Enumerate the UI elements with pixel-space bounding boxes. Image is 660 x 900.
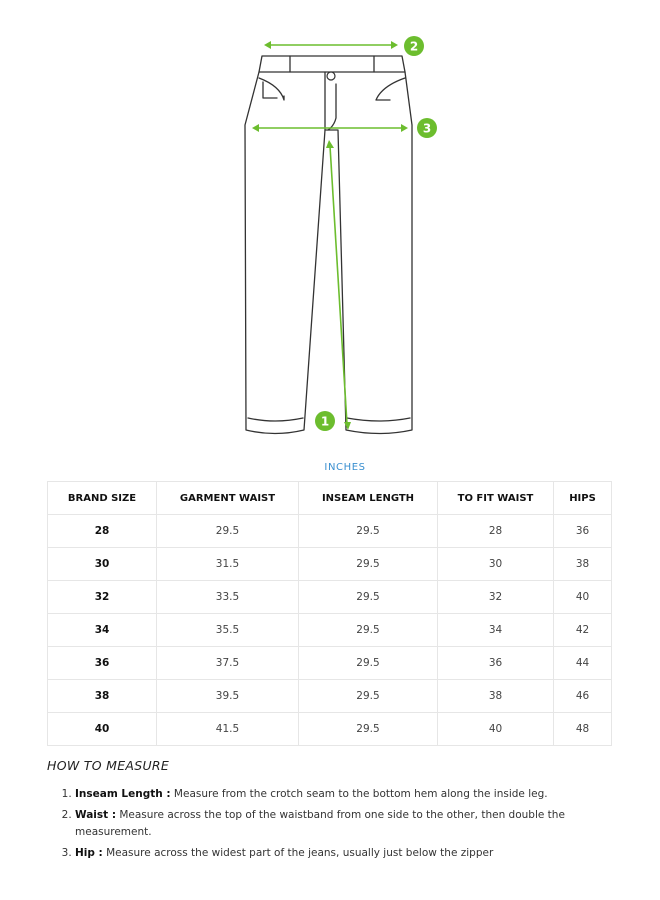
button-icon — [327, 72, 335, 80]
cell-hips: 46 — [554, 680, 612, 713]
cell-garment-waist: 33.5 — [157, 581, 299, 614]
cell-garment-waist: 39.5 — [157, 680, 299, 713]
cell-inseam-length: 29.5 — [299, 713, 438, 746]
table-row — [48, 647, 612, 680]
term-inseam: Inseam Length : — [75, 788, 171, 800]
cell-garment-waist: 31.5 — [157, 548, 299, 581]
desc-waist: Measure across the top of the waistband from one side to the other, then double the measurement. — [75, 809, 565, 838]
cell-to-fit-waist: 38 — [438, 680, 554, 713]
term-waist: Waist : — [75, 809, 117, 821]
svg-text:2: 2 — [409, 39, 419, 54]
list-item-waist — [75, 807, 635, 841]
svg-text:1: 1 — [320, 414, 330, 429]
waistband — [259, 56, 405, 72]
cell-brand-size: 30 — [48, 548, 157, 581]
header-garment-waist: GARMENT WAIST — [157, 482, 299, 515]
marker-3 — [417, 118, 437, 138]
list-item-inseam — [75, 786, 635, 803]
cell-inseam-length: 29.5 — [299, 647, 438, 680]
cell-brand-size: 40 — [48, 713, 157, 746]
cell-to-fit-waist: 40 — [438, 713, 554, 746]
list-item-hip — [75, 845, 635, 862]
how-to-measure-title: HOW TO MEASURE — [47, 758, 170, 773]
table-row — [48, 614, 612, 647]
header-inseam-length: INSEAM LENGTH — [299, 482, 438, 515]
cell-hips: 40 — [554, 581, 612, 614]
units-label: INCHES — [324, 462, 366, 473]
svg-text:3: 3 — [422, 121, 432, 136]
table-row — [48, 548, 612, 581]
cell-hips: 48 — [554, 713, 612, 746]
table-row — [48, 680, 612, 713]
table-header-row — [48, 482, 612, 515]
cell-inseam-length: 29.5 — [299, 680, 438, 713]
cell-brand-size: 36 — [48, 647, 157, 680]
cell-hips: 42 — [554, 614, 612, 647]
cell-hips: 38 — [554, 548, 612, 581]
pants-outline — [245, 72, 412, 434]
table-row — [48, 515, 612, 548]
cell-garment-waist: 37.5 — [157, 647, 299, 680]
cell-brand-size: 32 — [48, 581, 157, 614]
cell-inseam-length: 29.5 — [299, 614, 438, 647]
cell-garment-waist: 29.5 — [157, 515, 299, 548]
cell-garment-waist: 41.5 — [157, 713, 299, 746]
cell-hips: 44 — [554, 647, 612, 680]
table-row — [48, 713, 612, 746]
cell-inseam-length: 29.5 — [299, 581, 438, 614]
cell-to-fit-waist: 36 — [438, 647, 554, 680]
size-chart-table — [47, 481, 612, 746]
marker-1 — [315, 411, 335, 431]
cell-to-fit-waist: 32 — [438, 581, 554, 614]
cell-garment-waist: 35.5 — [157, 614, 299, 647]
desc-inseam: Measure from the crotch seam to the bottom hem along the inside leg. — [170, 788, 548, 800]
header-to-fit-waist: TO FIT WAIST — [438, 482, 554, 515]
header-hips: HIPS — [554, 482, 612, 515]
cell-to-fit-waist: 30 — [438, 548, 554, 581]
table-row — [48, 581, 612, 614]
cell-to-fit-waist: 34 — [438, 614, 554, 647]
how-to-measure-list — [47, 786, 635, 866]
marker-2 — [404, 36, 424, 56]
cell-brand-size: 34 — [48, 614, 157, 647]
term-hip: Hip : — [75, 847, 103, 859]
cell-to-fit-waist: 28 — [438, 515, 554, 548]
cell-inseam-length: 29.5 — [299, 515, 438, 548]
header-brand-size: BRAND SIZE — [48, 482, 157, 515]
cell-brand-size: 28 — [48, 515, 157, 548]
cell-brand-size: 38 — [48, 680, 157, 713]
desc-hip: Measure across the widest part of the jeans, usually just below the zipper — [102, 847, 494, 859]
cell-hips: 36 — [554, 515, 612, 548]
cell-inseam-length: 29.5 — [299, 548, 438, 581]
